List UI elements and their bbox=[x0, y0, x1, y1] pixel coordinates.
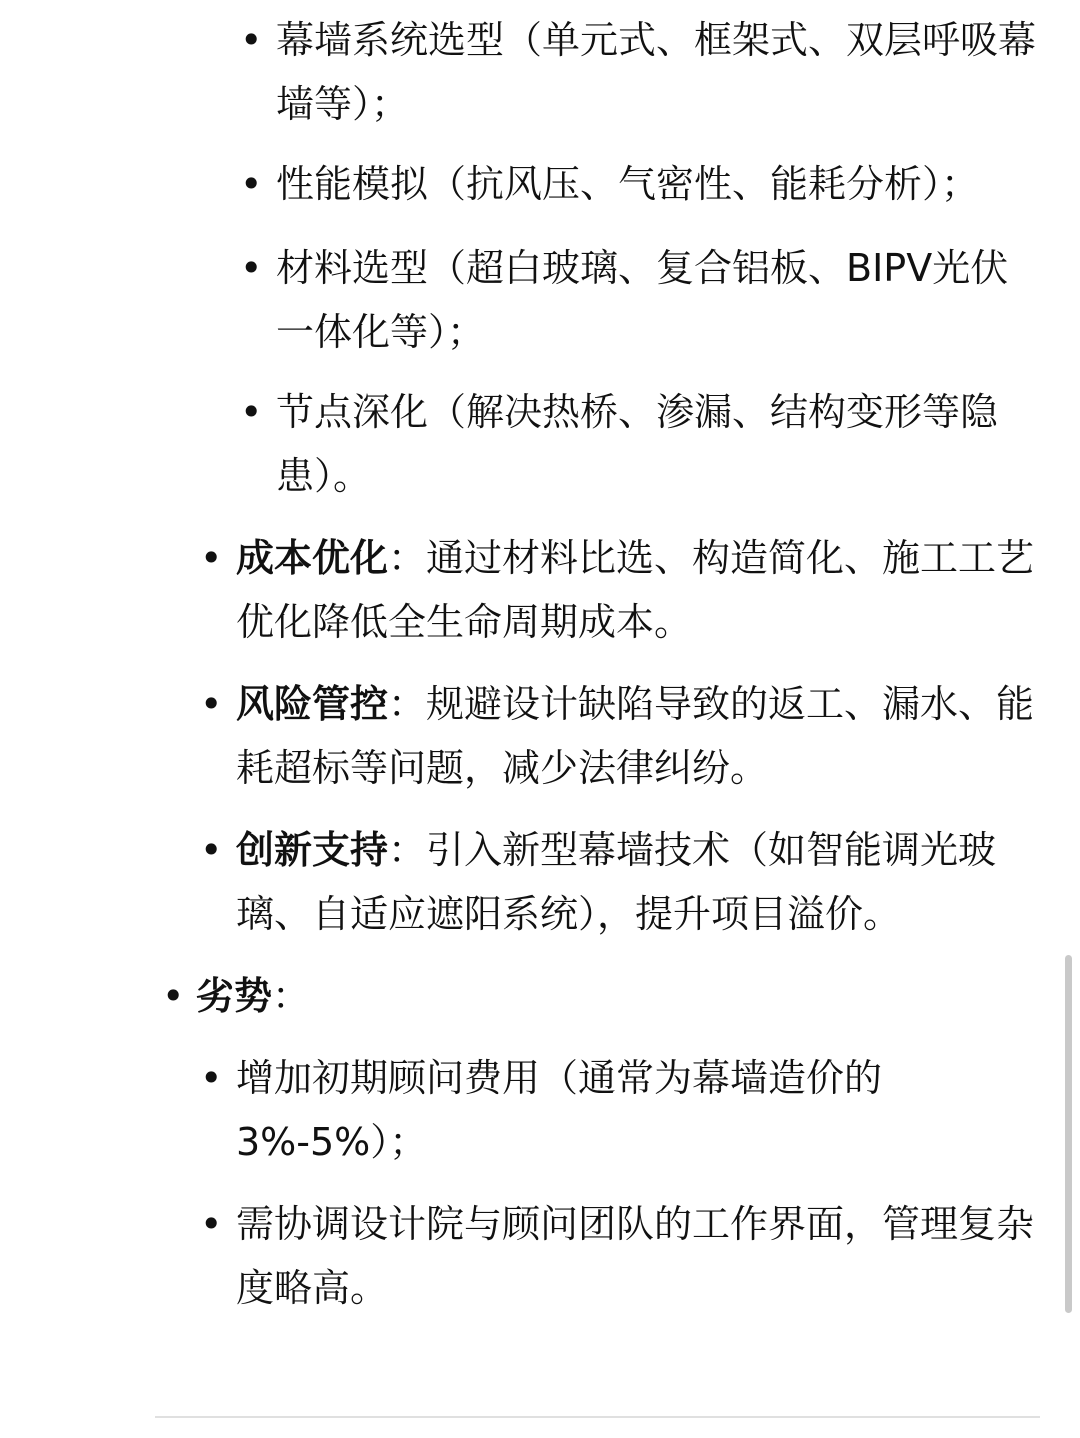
list-item-heading: 风险管控 bbox=[236, 682, 389, 726]
list-item-body: ：引入新型幕墙技术（如智能调光玻璃、自适应遮阳系统），提升项目溢价。 bbox=[236, 828, 997, 936]
list-item-text bbox=[236, 526, 1036, 654]
list-item-text: 幕墙系统选型（单元式、框架式、双层呼吸幕墙等）； bbox=[276, 18, 1037, 126]
bullet: • bbox=[200, 828, 223, 872]
bullet: • bbox=[240, 162, 263, 206]
divider bbox=[155, 1416, 1040, 1418]
list-item-text bbox=[236, 818, 1036, 946]
list-item-heading: 劣势 bbox=[196, 974, 273, 1018]
bullet: • bbox=[240, 18, 263, 62]
list-item-heading: 成本优化 bbox=[236, 536, 389, 580]
list-item-text: 节点深化（解决热桥、渗漏、结构变形等隐患）。 bbox=[276, 390, 999, 498]
list-item-text bbox=[196, 964, 1036, 1028]
list-item-body: ：规避设计缺陷导致的返工、漏水、能耗超标等问题，减少法律纠纷。 bbox=[236, 682, 1035, 790]
list-item-text bbox=[236, 672, 1036, 800]
bullet: • bbox=[240, 390, 263, 434]
bullet: • bbox=[200, 536, 223, 580]
list-item-text: 性能模拟（抗风压、气密性、能耗分析）； bbox=[276, 162, 980, 206]
list-item-heading: 创新支持 bbox=[236, 828, 389, 872]
list-item-text: 材料选型（超白玻璃、复合铝板、BIPV光伏一体化等）； bbox=[276, 246, 1009, 354]
bullet: • bbox=[200, 682, 223, 726]
list-item-body: ：通过材料比选、构造简化、施工工艺优化降低全生命周期成本。 bbox=[236, 536, 1035, 644]
scrollbar[interactable] bbox=[1065, 955, 1072, 1313]
bullet: • bbox=[200, 1202, 223, 1246]
bullet: • bbox=[200, 1056, 223, 1100]
bullet: • bbox=[162, 974, 185, 1018]
list-item-body: ： bbox=[272, 974, 311, 1018]
bullet: • bbox=[240, 246, 263, 290]
list-item-text: 增加初期顾问费用（通常为幕墙造价的3%-5%）； bbox=[236, 1056, 883, 1164]
list-item-text: 需协调设计院与顾问团队的工作界面，管理复杂度略高。 bbox=[236, 1202, 1035, 1310]
